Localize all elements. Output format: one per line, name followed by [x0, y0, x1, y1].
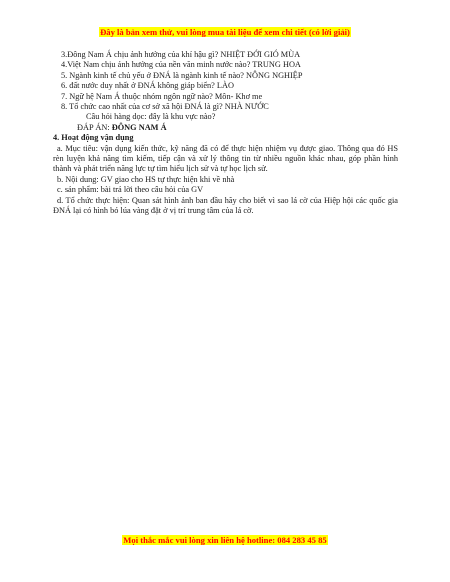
quiz-question-8: 8. Tổ chức cao nhất của cơ sở xã hội ĐNÁ là gì? NHÀ NƯỚC	[61, 102, 269, 112]
document-body	[53, 50, 398, 217]
quiz-question-5: 5. Ngành kinh tế chủ yếu ở ĐNÁ là ngành kinh tế nào? NÔNG NGHIỆP	[61, 70, 303, 80]
quiz-question-4: 4.Việt Nam chịu ảnh hưởng của nền văn minh nước nào? TRUNG HOA	[61, 60, 301, 70]
preview-notice-banner	[0, 27, 450, 38]
hotline-text: Mọi thắc mắc vui lòng xin liên hệ hotline: 084 283 45 85	[123, 535, 327, 545]
answer-value: ĐÔNG NAM Á	[111, 122, 167, 132]
answer-line	[53, 123, 398, 133]
hotline-banner	[0, 535, 450, 546]
answer-label: ĐÁP ÁN:	[77, 122, 112, 132]
quiz-question-7: 7. Ngữ hệ Nam Á thuộc nhóm ngôn ngữ nào? Môn- Khơ me	[61, 91, 263, 101]
section-item-c: c. sản phẩm: bài trả lời theo câu hỏi của GV	[57, 185, 204, 195]
quiz-question-6: 6. đất nước duy nhất ở ĐNÁ không giáp biển? LÀO	[61, 81, 234, 91]
quiz-question-3: 3.Đông Nam Á chịu ảnh hưởng của khí hậu gì? NHIỆT ĐỚI GIÓ MÙA	[61, 50, 301, 59]
section-heading: 4. Hoạt động vận dụng	[53, 133, 134, 143]
section-item-b: b. Nội dung: GV giao cho HS tự thực hiện khi về nhà	[57, 174, 235, 184]
preview-notice-text: Đây là bản xem thử, vui lòng mua tài liệu để xem chi tiết (có lời giải)	[100, 27, 350, 37]
section-item-d: d. Tổ chức thực hiện: Quan sát hình ảnh ban đầu hãy cho biết vì sao lá cờ của Hiệp hội các quốc gia ĐNÁ lại có hình bó lúa vàng đặt ở vị trí trung tâm của lá cờ.	[53, 195, 398, 216]
key-question: Câu hỏi hàng dọc: đây là khu vực nào?	[86, 112, 216, 122]
section-item-a: a. Mục tiêu: vận dụng kiến thức, kỹ năng đã có để thực hiện nhiệm vụ được giao. Thông qua đó HS rèn luyện khả năng tìm kiếm, tiếp cận và xử lý thông tin từ nhiều nguồn khác nhau, góp phần hình thành và phát triển năng lực tự tìm hiểu lịch sử và tự học lịch sử.	[53, 143, 398, 174]
